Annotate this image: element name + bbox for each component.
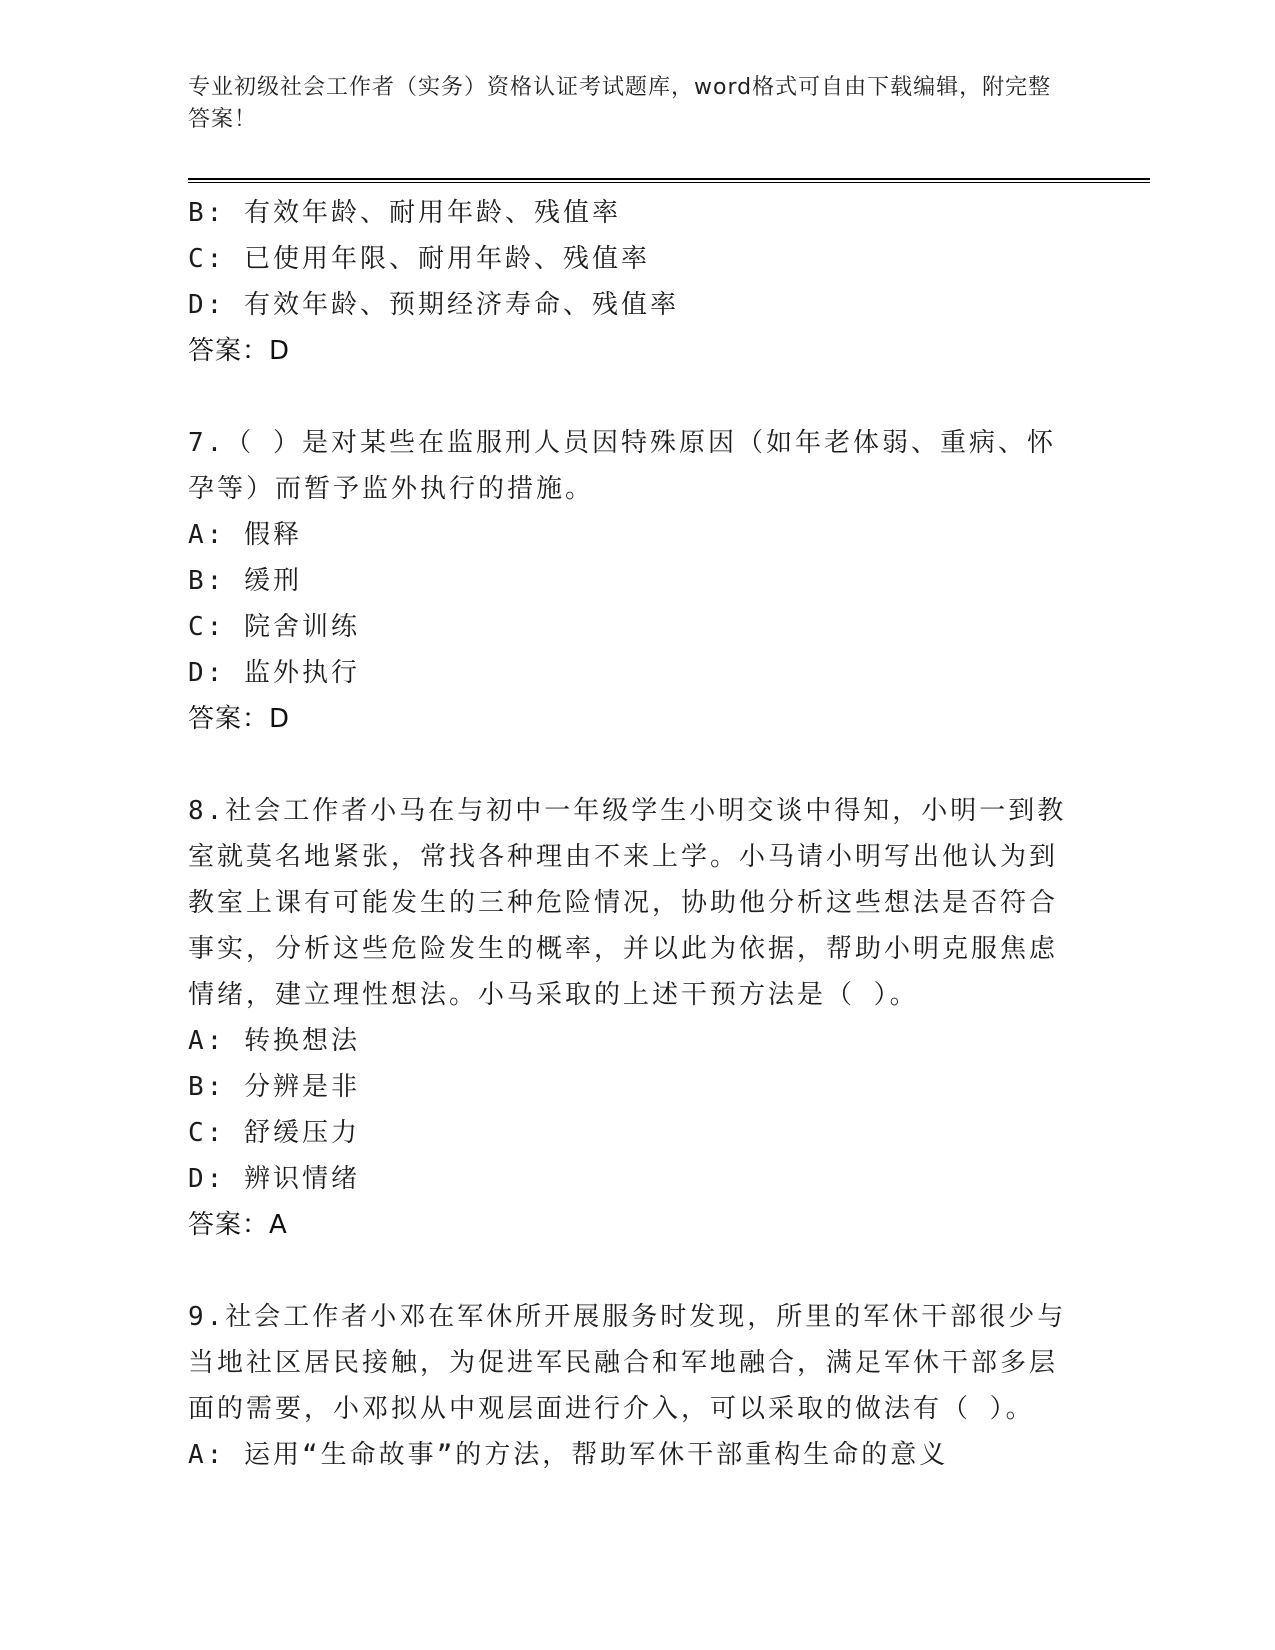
option-c: C: 院舍训练 [188,612,360,642]
question-7 [188,420,1088,742]
answer-line: 答案：D [188,336,291,366]
question-text: 9.社会工作者小邓在军休所开展服务时发现，所里的军休干部很少与当地社区居民接触，为促进军民融合和军地融合，满足军休干部多层面的需要，小邓拟从中观层面进行介入，可以采取的做法有（ ）。 [188,1302,1067,1424]
answer-line: 答案：A [188,1210,288,1240]
option-d: D: 有效年龄、预期经济寿命、残值率 [188,290,679,320]
question-8 [188,788,1088,1248]
option-b: B: 分辨是非 [188,1072,360,1102]
header-divider [188,178,1150,180]
prev-question [188,190,1088,374]
answer-line: 答案：D [188,704,291,734]
header-divider-thin [188,182,1150,183]
option-a: A: 转换想法 [188,1026,360,1056]
option-d: D: 辨识情绪 [188,1164,360,1194]
page-header: 专业初级社会工作者（实务）资格认证考试题库，word格式可自由下载编辑，附完整答案！ [188,75,1052,132]
spacer [188,374,1088,420]
question-text: 8.社会工作者小马在与初中一年级学生小明交谈中得知，小明一到教室就莫名地紧张，常找各种理由不来上学。小马请小明写出他认为到教室上课有可能发生的三种危险情况，协助他分析这些想法是否符合事实，分析这些危险发生的概率，并以此为依据，帮助小明克服焦虑情绪，建立理性想法。小马采取的上述干预方法是（ ）。 [188,796,1067,1010]
spacer [188,742,1088,788]
question-content [188,190,1088,1478]
option-c: C: 舒缓压力 [188,1118,360,1148]
spacer [188,1248,1088,1294]
option-a: A: 假释 [188,520,302,550]
question-9 [188,1294,1088,1478]
option-b: B: 有效年龄、耐用年龄、残值率 [188,198,621,228]
option-c: C: 已使用年限、耐用年龄、残值率 [188,244,650,274]
option-d: D: 监外执行 [188,658,360,688]
question-text: 7.（ ）是对某些在监服刑人员因特殊原因（如年老体弱、重病、怀孕等）而暂予监外执行的措施。 [188,428,1056,504]
option-b: B: 缓刑 [188,566,302,596]
option-a: A: 运用“生命故事”的方法，帮助军休干部重构生命的意义 [188,1440,949,1470]
